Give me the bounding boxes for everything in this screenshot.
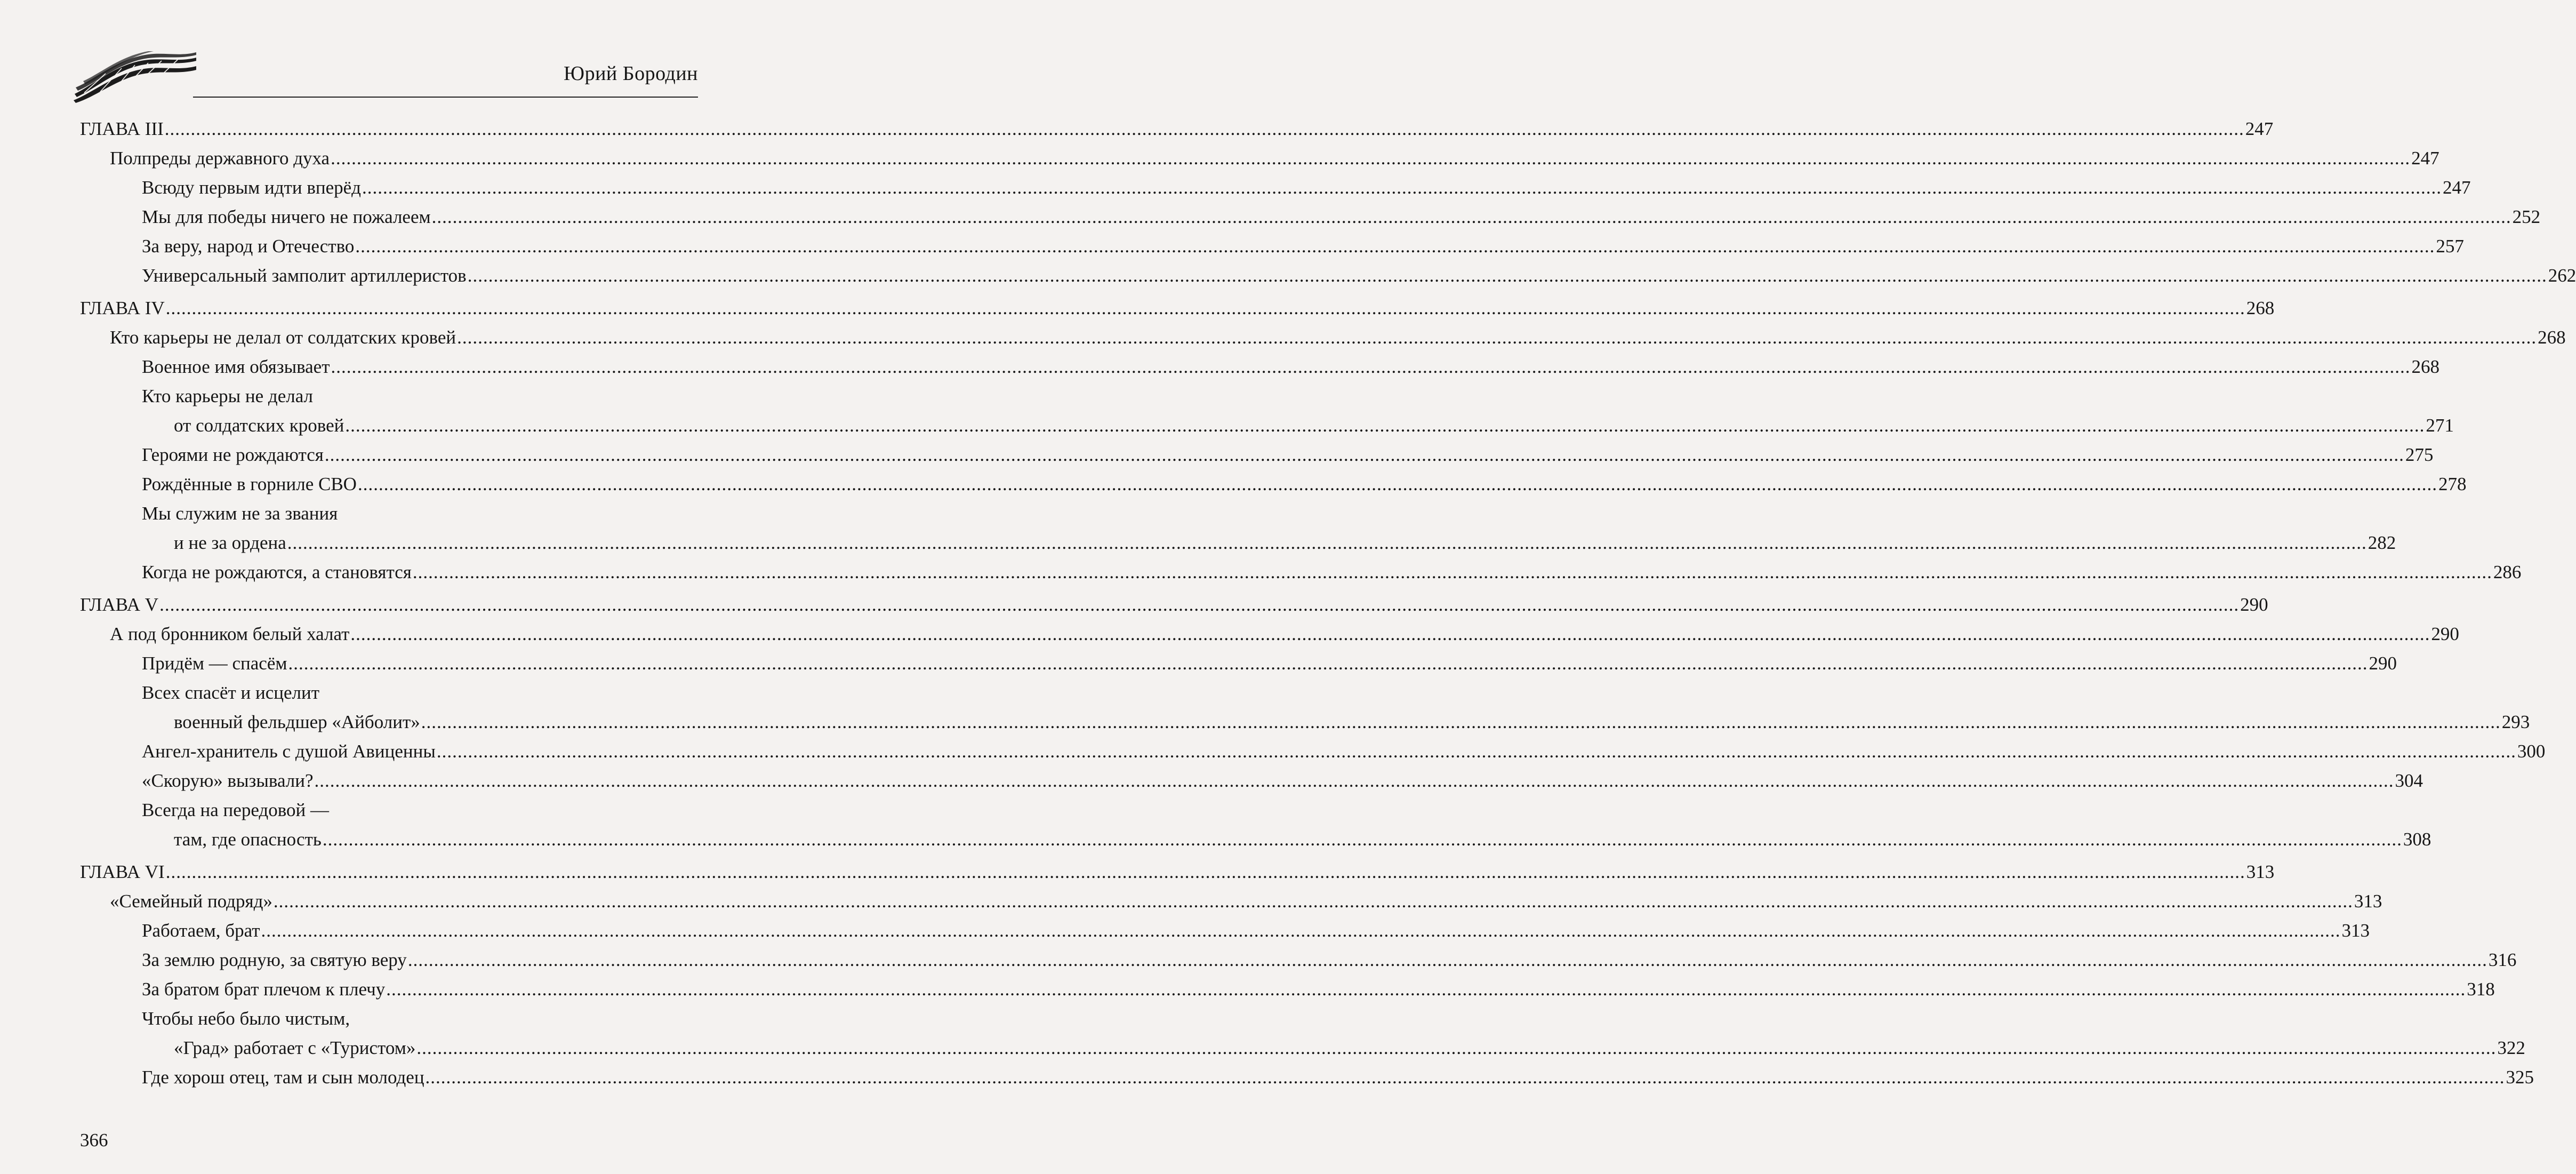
toc-subsection[interactable] xyxy=(80,236,2464,265)
toc-entry-title: «Град» работает с «Туристом» xyxy=(174,1037,416,1058)
toc-entry-title: там, где опасность xyxy=(174,829,322,850)
dot-leader: ................................................................................................................................................................................................................................................................................................................................................................................................................ xyxy=(159,594,2240,615)
toc-entry-title: Рождённые в горниле СВО xyxy=(142,474,357,494)
dot-leader: ................................................................................................................................................................................................................................................................................................................................................................................................................ xyxy=(287,532,2367,553)
toc-page-number: 247 xyxy=(2411,148,2439,169)
dot-leader: ................................................................................................................................................................................................................................................................................................................................................................................................................ xyxy=(457,327,2537,348)
toc-subsection[interactable] xyxy=(80,1037,2525,1067)
toc-page-number: 290 xyxy=(2431,624,2459,644)
toc-section[interactable] xyxy=(80,327,2566,356)
toc-page-number: 300 xyxy=(2517,741,2546,762)
dot-leader: ................................................................................................................................................................................................................................................................................................................................................................................................................ xyxy=(324,444,2404,465)
toc-entry-title: ГЛАВА IV xyxy=(80,298,165,318)
toc-chapter[interactable] xyxy=(80,118,2274,148)
toc-page-number: 278 xyxy=(2438,474,2467,494)
toc-page-number: 282 xyxy=(2368,532,2396,553)
dot-leader: ................................................................................................................................................................................................................................................................................................................................................................................................................ xyxy=(421,712,2501,732)
toc-subsection[interactable] xyxy=(80,265,2576,294)
toc-page-number: 247 xyxy=(2245,118,2274,139)
toc-chapter[interactable] xyxy=(80,594,2268,624)
toc-entry-title: Универсальный замполит артиллеристов xyxy=(142,265,467,286)
dot-leader: ................................................................................................................................................................................................................................................................................................................................................................................................................ xyxy=(164,118,2244,139)
table-of-contents xyxy=(80,118,2576,1096)
toc-entry-title: от солдатских кровей xyxy=(174,415,344,436)
dot-leader: ................................................................................................................................................................................................................................................................................................................................................................................................................ xyxy=(386,979,2466,1000)
dot-leader: ................................................................................................................................................................................................................................................................................................................................................................................................................ xyxy=(425,1067,2505,1088)
toc-page-number: 268 xyxy=(2538,327,2566,348)
header-rule xyxy=(193,97,698,98)
toc-entry-title: ГЛАВА V xyxy=(80,594,159,615)
toc-page-number: 308 xyxy=(2403,829,2431,850)
toc-page-number: 262 xyxy=(2548,265,2576,286)
toc-page-number: 322 xyxy=(2497,1037,2525,1058)
dot-leader: ................................................................................................................................................................................................................................................................................................................................................................................................................ xyxy=(322,829,2402,850)
toc-page-number: 286 xyxy=(2493,562,2522,582)
toc-section[interactable] xyxy=(80,624,2459,653)
dot-leader: ................................................................................................................................................................................................................................................................................................................................................................................................................ xyxy=(331,356,2411,377)
toc-entry-title: Придём — спасём xyxy=(142,653,287,674)
dot-leader: ................................................................................................................................................................................................................................................................................................................................................................................................................ xyxy=(288,653,2368,674)
toc-entry-title: ГЛАВА III xyxy=(80,118,164,139)
toc-page-number: 313 xyxy=(2246,861,2275,882)
toc-subsection[interactable] xyxy=(80,920,2370,949)
toc-page-number: 268 xyxy=(2246,298,2275,318)
dot-leader: ................................................................................................................................................................................................................................................................................................................................................................................................................ xyxy=(362,177,2442,198)
dot-leader: ................................................................................................................................................................................................................................................................................................................................................................................................................ xyxy=(436,741,2516,762)
toc-page-number: 325 xyxy=(2506,1067,2534,1088)
toc-entry-title: «Скорую» вызывали? xyxy=(142,770,314,791)
toc-subsection[interactable] xyxy=(80,1067,2534,1096)
toc-section[interactable] xyxy=(80,891,2382,920)
running-title-author: Юрий Бородин xyxy=(564,62,698,85)
toc-page-number: 293 xyxy=(2501,712,2530,732)
dot-leader: ................................................................................................................................................................................................................................................................................................................................................................................................................ xyxy=(467,265,2547,286)
toc-subsection[interactable] xyxy=(80,949,2517,979)
toc-page-number: 290 xyxy=(2240,594,2268,615)
toc-page-number: 318 xyxy=(2467,979,2495,1000)
dot-leader: ................................................................................................................................................................................................................................................................................................................................................................................................................ xyxy=(350,624,2430,644)
toc-subsection[interactable] xyxy=(80,177,2471,206)
toc-entry-first-line: Кто карьеры не делал xyxy=(142,386,313,406)
toc-page-number: 313 xyxy=(2341,920,2370,941)
dot-leader: ................................................................................................................................................................................................................................................................................................................................................................................................................ xyxy=(314,770,2394,791)
toc-page-number: 268 xyxy=(2411,356,2440,377)
toc-subsection[interactable] xyxy=(80,979,2495,1008)
toc-entry-title: За веру, народ и Отечество xyxy=(142,236,355,257)
dot-leader: ................................................................................................................................................................................................................................................................................................................................................................................................................ xyxy=(416,1037,2497,1058)
dot-leader: ................................................................................................................................................................................................................................................................................................................................................................................................................ xyxy=(331,148,2411,169)
toc-page-number: 252 xyxy=(2512,206,2541,227)
dot-leader: ................................................................................................................................................................................................................................................................................................................................................................................................................ xyxy=(165,298,2245,318)
toc-subsection[interactable] xyxy=(80,206,2541,236)
toc-entry-title: За братом брат плечом к плечу xyxy=(142,979,386,1000)
toc-entry-first-line: Чтобы небо было чистым, xyxy=(142,1008,350,1029)
page-number: 366 xyxy=(80,1130,108,1151)
toc-entry-title: Когда не рождаются, а становятся xyxy=(142,562,412,582)
toc-entry-title: Всюду первым идти вперёд xyxy=(142,177,361,198)
toc-subsection[interactable] xyxy=(80,532,2396,562)
dot-leader: ................................................................................................................................................................................................................................................................................................................................................................................................................ xyxy=(345,415,2425,436)
toc-entry-title: А под бронником белый халат xyxy=(110,624,350,644)
toc-page-number: 271 xyxy=(2426,415,2454,436)
toc-page-number: 316 xyxy=(2488,949,2517,970)
dot-leader: ................................................................................................................................................................................................................................................................................................................................................................................................................ xyxy=(412,562,2492,582)
toc-entry-title: и не за ордена xyxy=(174,532,286,553)
toc-entry-title: Ангел-хранитель с душой Авиценны xyxy=(142,741,436,762)
toc-section[interactable] xyxy=(80,148,2439,177)
dot-leader: ................................................................................................................................................................................................................................................................................................................................................................................................................ xyxy=(357,474,2437,494)
toc-entry-title: За землю родную, за святую веру xyxy=(142,949,407,970)
toc-subsection[interactable] xyxy=(80,829,2431,858)
toc-page-number: 304 xyxy=(2395,770,2423,791)
toc-entry-title: Военное имя обязывает xyxy=(142,356,330,377)
toc-subsection[interactable] xyxy=(80,741,2546,770)
toc-entry-first-line: Всех спасёт и исцелит xyxy=(142,682,320,703)
toc-chapter[interactable] xyxy=(80,861,2275,891)
toc-page-number: 257 xyxy=(2436,236,2464,257)
flag-ribbon-logo xyxy=(74,52,197,103)
toc-entry-title: Полпреды державного духа xyxy=(110,148,330,169)
toc-subsection[interactable] xyxy=(80,356,2440,386)
dot-leader: ................................................................................................................................................................................................................................................................................................................................................................................................................ xyxy=(407,949,2487,970)
toc-subsection[interactable] xyxy=(80,653,2397,682)
toc-entry-title: Где хорош отец, там и сын молодец xyxy=(142,1067,424,1088)
dot-leader: ................................................................................................................................................................................................................................................................................................................................................................................................................ xyxy=(355,236,2435,257)
toc-entry-title: «Семейный подряд» xyxy=(110,891,272,912)
toc-entry-title: военный фельдшер «Айболит» xyxy=(174,712,420,732)
toc-page-number: 290 xyxy=(2369,653,2397,674)
toc-entry-first-line: Всегда на передовой — xyxy=(142,800,329,820)
toc-entry-first-line: Мы служим не за звания xyxy=(142,503,338,524)
toc-entry-title: Работаем, брат xyxy=(142,920,260,941)
toc-page-number: 275 xyxy=(2405,444,2434,465)
toc-entry-title: Мы для победы ничего не пожалеем xyxy=(142,206,431,227)
toc-subsection[interactable] xyxy=(80,770,2423,800)
toc-subsection[interactable] xyxy=(80,562,2522,591)
toc-entry-title: ГЛАВА VI xyxy=(80,861,165,882)
dot-leader: ................................................................................................................................................................................................................................................................................................................................................................................................................ xyxy=(165,861,2245,882)
toc-page-number: 247 xyxy=(2442,177,2471,198)
dot-leader: ................................................................................................................................................................................................................................................................................................................................................................................................................ xyxy=(273,891,2353,912)
dot-leader: ................................................................................................................................................................................................................................................................................................................................................................................................................ xyxy=(431,206,2511,227)
page-header xyxy=(0,0,741,107)
toc-subsection[interactable] xyxy=(80,444,2434,474)
toc-subsection[interactable] xyxy=(80,415,2454,444)
toc-entry-title: Кто карьеры не делал от солдатских кровей xyxy=(110,327,456,348)
toc-page-number: 313 xyxy=(2354,891,2382,912)
toc-subsection[interactable] xyxy=(80,474,2467,503)
toc-chapter[interactable] xyxy=(80,298,2275,327)
toc-entry-title: Героями не рождаются xyxy=(142,444,324,465)
toc-subsection[interactable] xyxy=(80,712,2530,741)
dot-leader: ................................................................................................................................................................................................................................................................................................................................................................................................................ xyxy=(261,920,2341,941)
